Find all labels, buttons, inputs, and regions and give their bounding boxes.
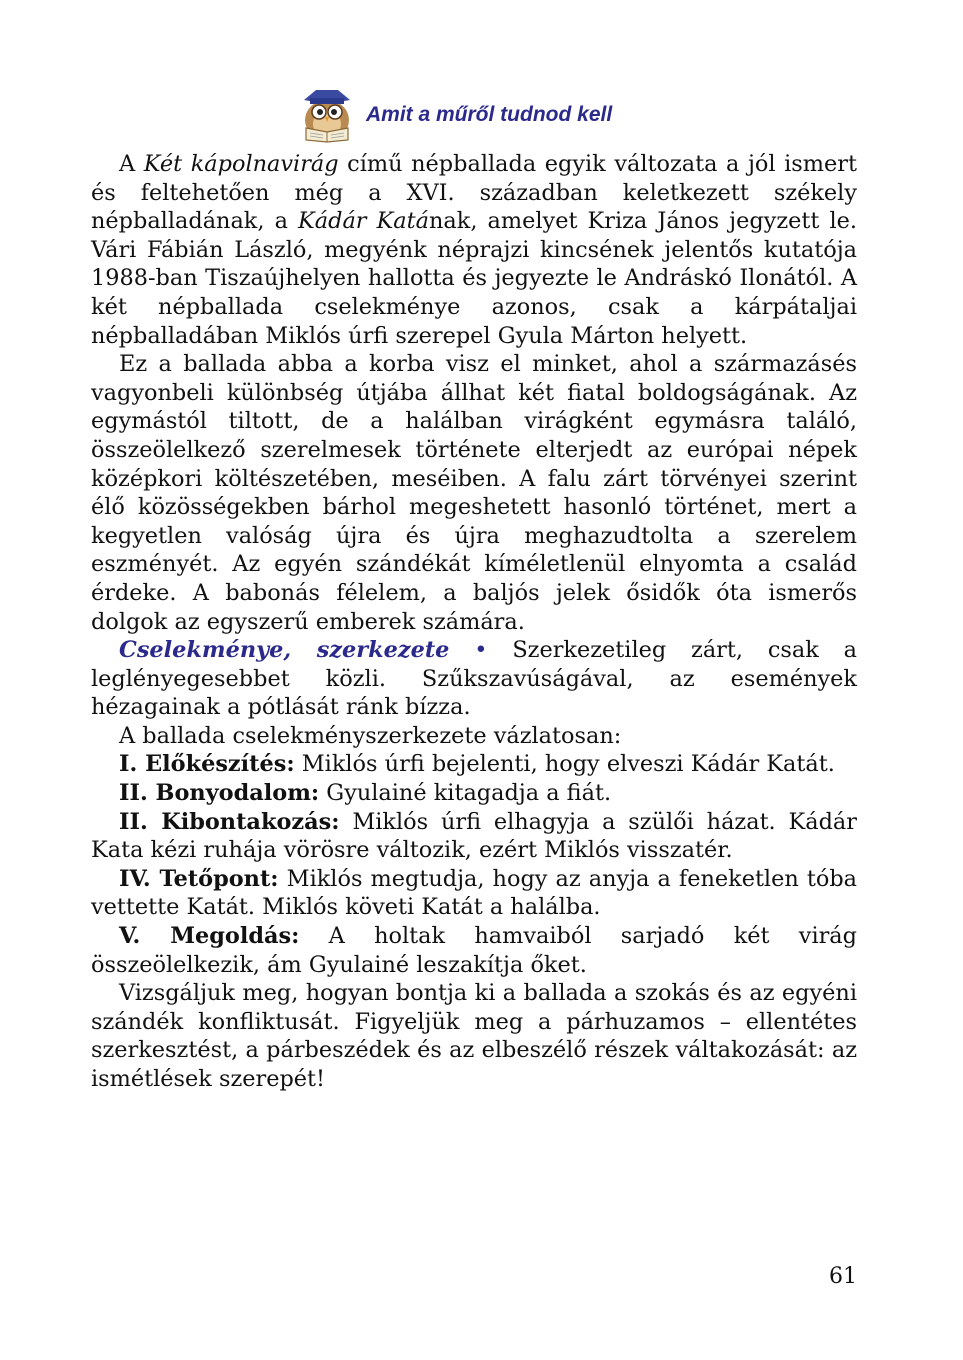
text-run: nak, amelyet Kriza János jegyzett le. Vári Fábián László, megyénk néprajzi kincsének jelentős kutatója 1988-ban Tiszaújhelyen hallotta és jegyezte le Andráskó Ilonától. A két népballada cselekménye azonos, csak a kárpátaljai népballadában Miklós úrfi szerepel Gyula Márton helyett. bbox=[91, 208, 857, 349]
structure-text: Miklós úrfi bejelenti, hogy elveszi Kádár Katát. bbox=[294, 751, 835, 778]
page-number: 61 bbox=[829, 1264, 857, 1289]
paragraph-intro bbox=[91, 150, 857, 350]
structure-label: IV. Tetőpont: bbox=[119, 865, 279, 892]
structure-item-2 bbox=[91, 779, 857, 808]
structure-text: Miklós úrfi elhagyja a szülői házat. Kádár Kata kézi ruhája vörösre változik, ezért Miklós visszatér. bbox=[91, 808, 857, 864]
structure-text: Gyulainé kitagadja a fiát. bbox=[319, 780, 612, 807]
structure-label: II. Bonyodalom: bbox=[119, 780, 320, 807]
text-run: című népballada egyik változata a jól ismert és feltehetően még a XVI. században keletkezett székely népballadának, a bbox=[91, 151, 857, 235]
paragraph-plot-structure bbox=[91, 636, 857, 722]
structure-item-3 bbox=[91, 808, 857, 865]
paragraph-context: Ez a ballada abba a korba visz el minket, ahol a származásés vagyonbeli különbség útjába állhat két fiatal boldogságának. Az egymástól tiltott, de a halálban virágként egymásra találó, összeölelkező szerelmesek története elterjedt az európai népek középkori költészetében, meséiben. A falu zárt törvényei szerint élő közösségekben bárhol megeshetett hasonló történet, mert a kegyetlen valóság újra és újra meghazudtolta a szerelem eszményét. Az egyén szándékát kíméletlenül elnyomta a család érdeke. A babonás félelem, a baljós jelek ősidők óta ismerős dolgok az egyszerű emberek számára. bbox=[91, 351, 857, 635]
body-text bbox=[91, 150, 857, 1094]
structure-label: II. Kibontakozás: bbox=[119, 808, 340, 835]
structure-text: Miklós megtudja, hogy az anyja a feneketlen tóba vettette Katát. Miklós követi Katát a halálba. bbox=[91, 865, 857, 921]
owl-reading-book-icon bbox=[296, 84, 358, 144]
structure-item-1 bbox=[91, 750, 857, 779]
structure-item-5 bbox=[91, 922, 857, 979]
inline-heading: Cselekménye, szerkezete bbox=[119, 637, 450, 664]
text-run: Szerkezetileg zárt, csak a leglényegesebbet közli. Szűkszavúságával, az események hézagainak a pótlását ránk bízza. bbox=[91, 637, 858, 721]
structure-text: A holtak hamvaiból sarjadó két virág összeölelkezik, ám Gyulainé leszakítja őket. bbox=[91, 923, 857, 978]
structure-label: I. Előkészítés: bbox=[119, 751, 295, 778]
structure-item-4 bbox=[91, 865, 857, 922]
bullet-icon: • bbox=[474, 637, 488, 664]
title-kadar-kata: Kádár Katá bbox=[298, 208, 430, 235]
structure-label: V. Megoldás: bbox=[119, 923, 300, 950]
title-ket-kapolnavirag: Két kápolnavirág bbox=[143, 151, 339, 177]
text-run: A bbox=[119, 151, 144, 177]
paragraph-outline-intro: A ballada cselekményszerkezete vázlatosan: bbox=[119, 722, 622, 749]
paragraph-task: Vizsgáljuk meg, hogyan bontja ki a ballada a szokás és az egyéni szándék konfliktusát. Figyeljük meg a párhuzamos – ellentétes szerkesztést, a párbeszédek és az elbeszélő részek váltakozását: az ismétlések szerepét! bbox=[91, 980, 857, 1092]
section-title: Amit a műről tudnod kell bbox=[366, 103, 613, 126]
section-header bbox=[296, 84, 716, 144]
